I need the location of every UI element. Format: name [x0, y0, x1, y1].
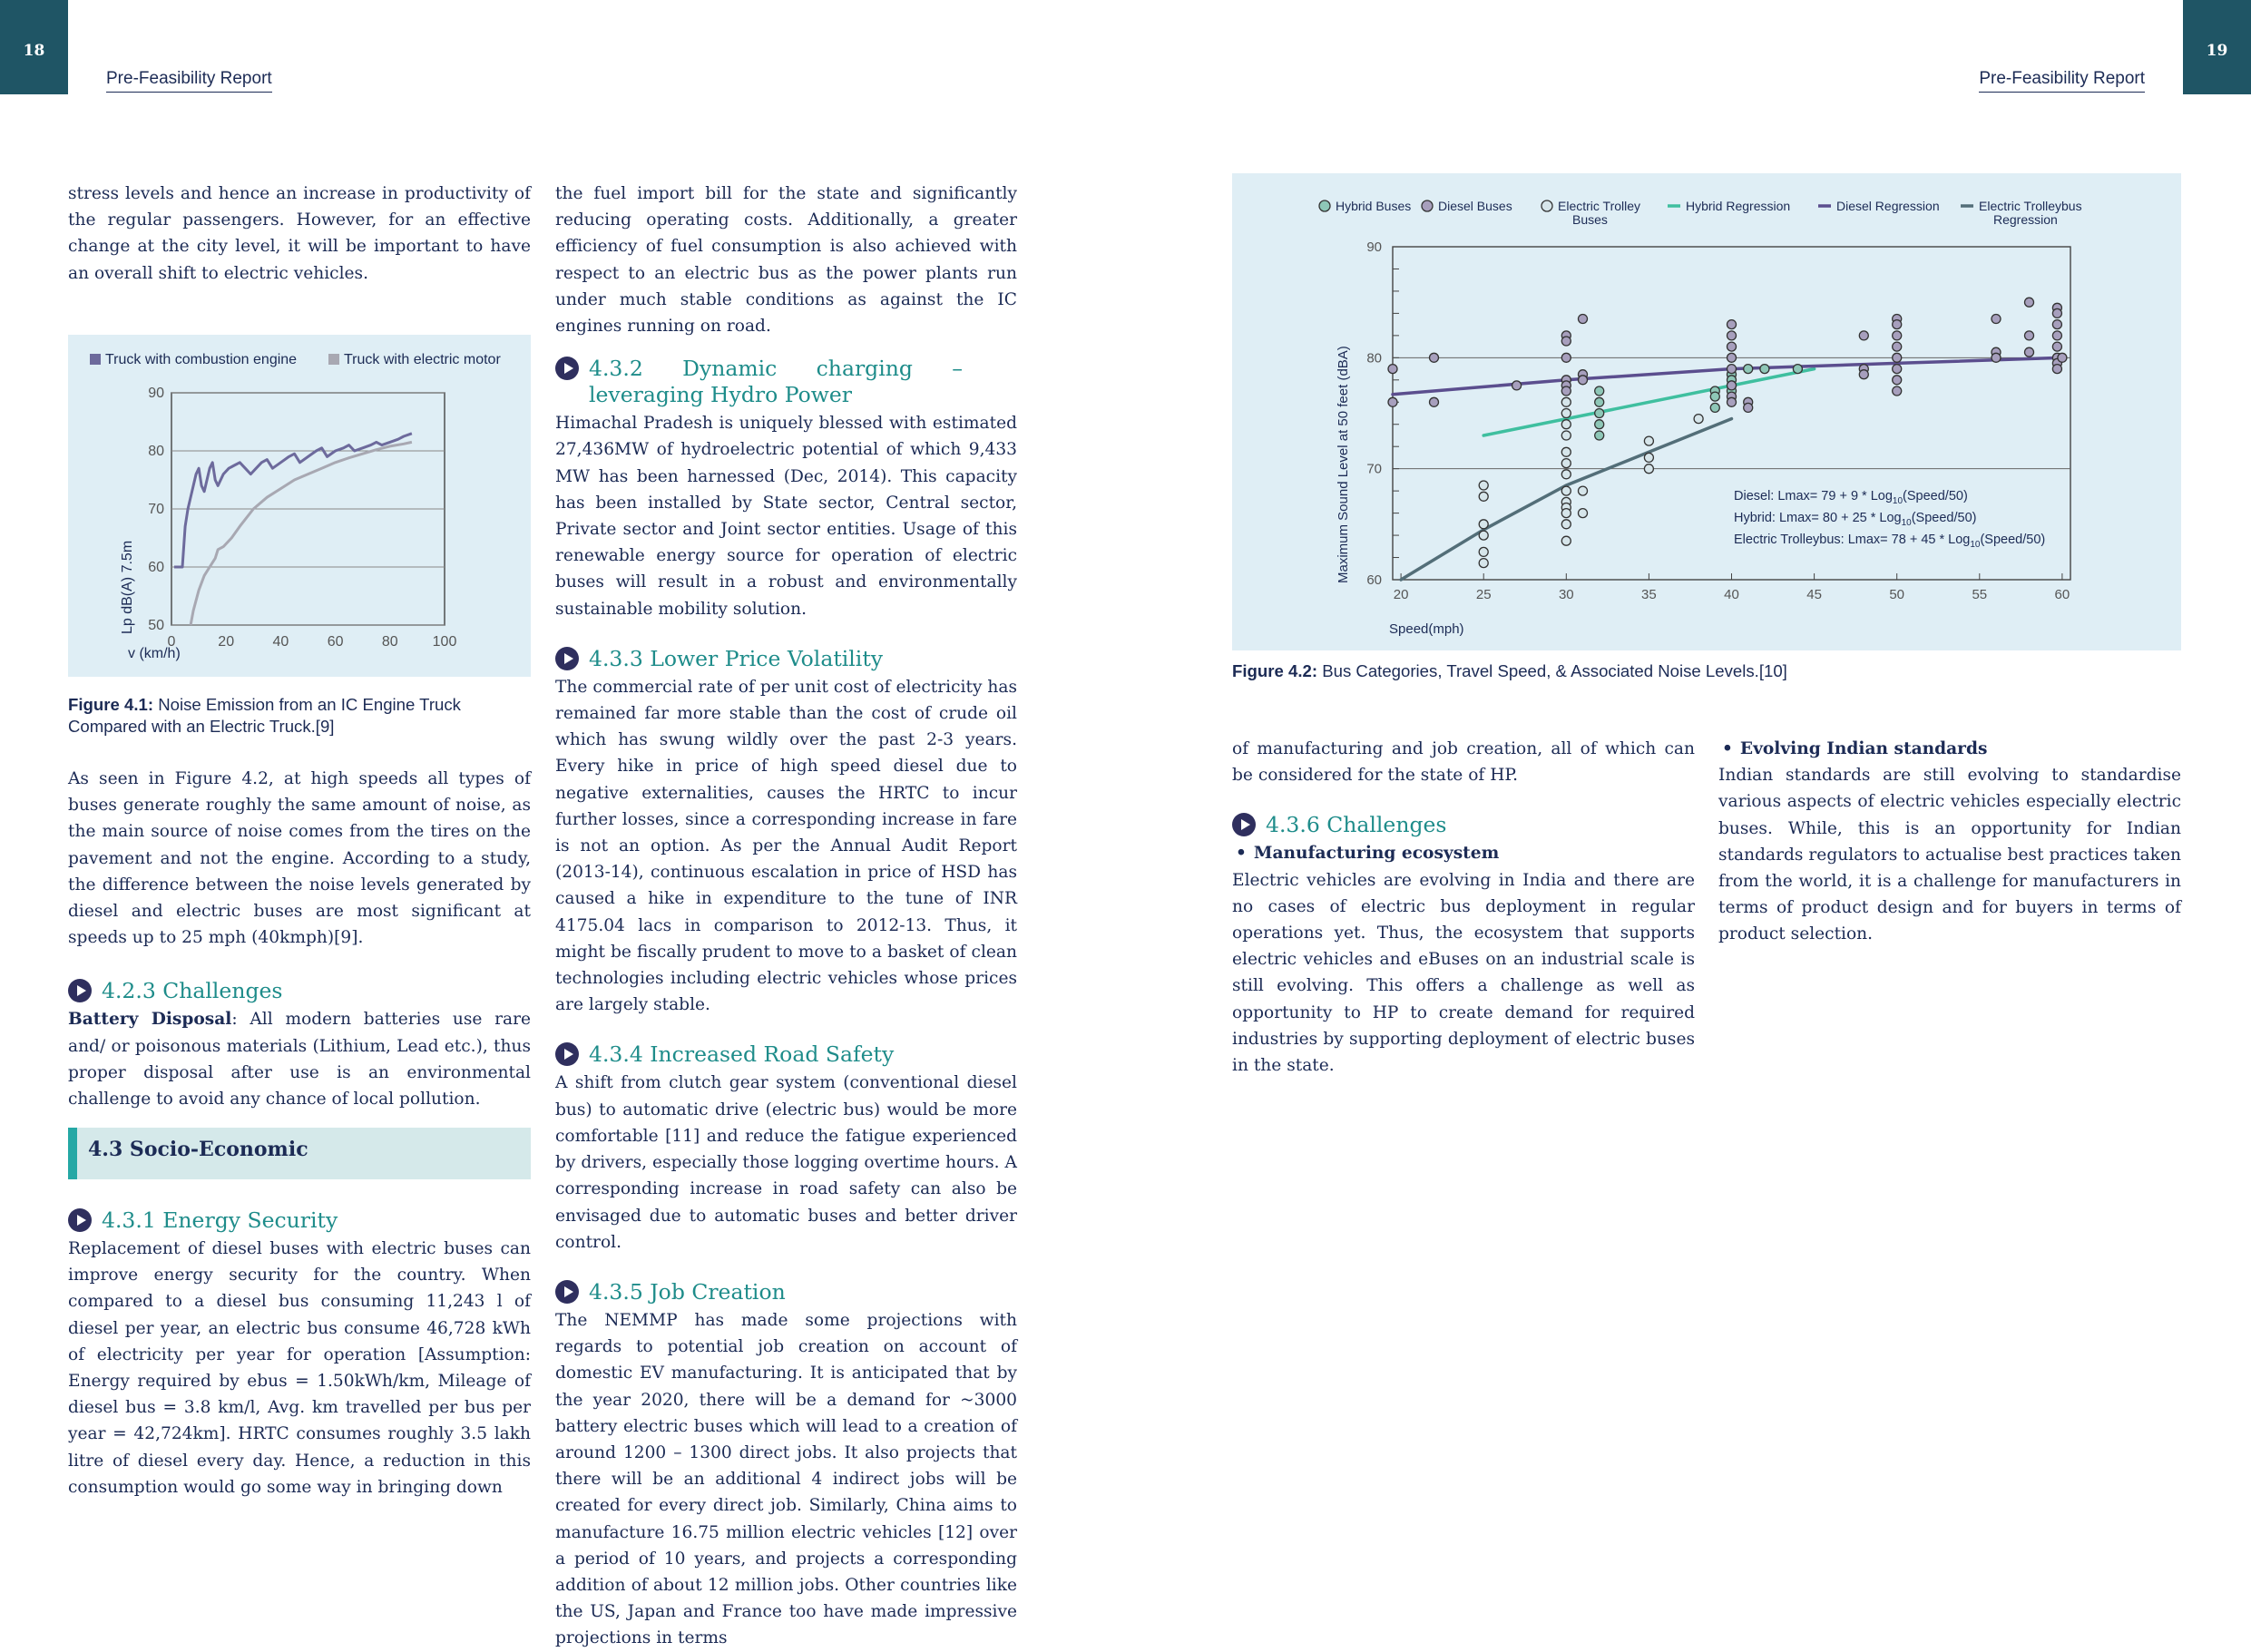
- data-point: [2052, 331, 2061, 340]
- play-icon: [555, 1280, 579, 1304]
- play-icon: [68, 979, 92, 1002]
- series-line-combustion: [174, 434, 412, 567]
- data-point: [1893, 365, 1902, 374]
- x-tick-label: 50: [1889, 587, 1905, 602]
- y-tick-label: 70: [148, 502, 164, 517]
- data-point: [2025, 331, 2034, 340]
- data-point: [1561, 431, 1571, 440]
- data-point: [1561, 447, 1571, 456]
- data-point: [1744, 403, 1753, 412]
- data-point: [1561, 420, 1571, 429]
- x-tick-label: 35: [1641, 587, 1657, 602]
- figure-4-1-chart: [68, 335, 531, 677]
- data-point: [1727, 320, 1737, 329]
- figure-caption-text: Bus Categories, Travel Speed, & Associated Noise Levels.[10]: [1317, 661, 1787, 680]
- data-point: [1561, 459, 1571, 468]
- regression-equation: Electric Trolleybus: Lmax= 78 + 45 * Log$_{10}$(Speed/50): [1734, 533, 2046, 550]
- x-tick-label: 40: [272, 634, 289, 650]
- heading-4-2-3: 4.2.3 Challenges: [68, 978, 531, 1004]
- data-point: [1727, 397, 1737, 406]
- figure-label: Figure 4.2:: [1232, 661, 1318, 680]
- paragraph: the fuel import bill for the state and significantly reducing operating costs. Additionally, a greater efficiency of fuel consumption is also achieved with respect to an electric bus as the power plants run under much stable conditions as against the IC engines running on road.: [555, 184, 1017, 337]
- paragraph: Battery Disposal: All modern batteries use rare and/ or poisonous materials (Lithium, Lead etc.), thus proper disposal after use is an environmental challenge to avoid any chance of local pollution.: [68, 1010, 532, 1109]
- heading-4-3-2: 4.3.2 Dynamic charging – leveraging Hydro Power: [555, 356, 1017, 408]
- data-point: [1644, 464, 1653, 474]
- data-point: [1595, 431, 1604, 440]
- data-point: [1859, 370, 1868, 379]
- data-point: [1579, 486, 1588, 495]
- column-1-middle: [68, 766, 531, 1112]
- paragraph: stress levels and hence an increase in productivity of the regular passengers. However, for an effective change at the city level, it will be important to have an overall shift to electric vehicles.: [68, 184, 531, 283]
- running-title-left: Pre-Feasibility Report: [106, 69, 272, 93]
- x-tick-label: 80: [381, 634, 398, 650]
- figure-caption-text: Noise Emission from an IC Engine Truck Compared with an Electric Truck.[9]: [68, 695, 461, 736]
- data-point: [1388, 365, 1397, 374]
- paragraph: The commercial rate of per unit cost of electricity has remained far more stable than the cost of crude oil which has swung wildly over the past 2-3 years. Every hike in price of high speed diesel due to negative externalities, causes the HRTC to incur further losses, since a corresponding increase in fare is not an option. As per the Annual Audit Report (2013-14), continuous escalation in price of HSD has caused a hike in expenditure to the tune of INR 4175.04 lacs in comparison to 2012-13. Thus, it might be fiscally prudent to move to a basket of clean technologies including electric vehicles whose prices are largely stable.: [555, 677, 1017, 1015]
- paragraph: of manufacturing and job creation, all of which can be considered for the state of HP.: [1232, 739, 1695, 786]
- y-tick-label: 90: [148, 386, 164, 401]
- data-point: [1479, 547, 1488, 556]
- figure-4-2-chart: [1232, 173, 2181, 650]
- regression-equation: Diesel: Lmax= 79 + 9 * Log$_{10}$(Speed/50): [1734, 489, 1968, 506]
- y-tick-label: 80: [148, 444, 164, 459]
- x-tick-label: 20: [218, 634, 235, 650]
- data-point: [1561, 353, 1571, 362]
- data-point: [1893, 386, 1902, 396]
- data-point: [1579, 376, 1588, 385]
- heading-4-3-3: 4.3.3 Lower Price Volatility: [555, 646, 1017, 672]
- y-tick-label: 80: [1366, 350, 1382, 367]
- data-point: [1579, 315, 1588, 324]
- data-point: [2025, 347, 2034, 357]
- x-tick-label: 100: [432, 634, 457, 650]
- x-axis-label: v (km/h): [128, 646, 181, 661]
- column-4: [1718, 736, 2181, 948]
- legend-marker: [1422, 200, 1433, 211]
- data-point: [2058, 353, 2067, 362]
- x-tick-label: 45: [1806, 587, 1822, 602]
- data-point: [1561, 486, 1571, 495]
- data-point: [1479, 481, 1488, 490]
- x-tick-label: 40: [1724, 587, 1739, 602]
- legend-label: Diesel Buses: [1438, 199, 1512, 213]
- play-icon: [555, 647, 579, 670]
- paragraph: Himachal Pradesh is uniquely blessed with estimated 27,436MW of hydroelectric potential of which 9,433 MW has been harnessed (Dec, 2014). This capacity has been installed by State sector, Central sector, Private sector and Joint sector entities. Usage of this renewable energy source for operation of electric buses will result in a robust and environmentally sustainable mobility solution.: [555, 414, 1017, 619]
- heading-4-3-4: 4.3.4 Increased Road Safety: [555, 1041, 1017, 1068]
- play-icon: [1232, 813, 1256, 836]
- term-label: Battery Disposal: [68, 1010, 232, 1030]
- play-icon: [555, 357, 579, 380]
- data-point: [1727, 353, 1737, 362]
- y-tick-label: 60: [1366, 572, 1382, 588]
- y-tick-label: 50: [148, 618, 164, 633]
- heading-4-3-1: 4.3.1 Energy Security: [68, 1207, 531, 1234]
- data-point: [1561, 509, 1571, 518]
- column-1-top: [68, 181, 531, 287]
- heading-4-3-6: 4.3.6 Challenges: [1232, 812, 1695, 838]
- regression-equation: Hybrid: Lmax= 80 + 25 * Log$_{10}$(Speed/50): [1734, 511, 1977, 528]
- data-point: [1893, 320, 1902, 329]
- data-point: [1595, 420, 1604, 429]
- column-1-bottom: [68, 1196, 531, 1500]
- data-point: [1561, 520, 1571, 529]
- data-point: [1859, 331, 1868, 340]
- paragraph: Indian standards are still evolving to standardise various aspects of electric vehicles especially electric buses. While, this is an opportunity for Indian standards regulators to actualise best practices taken from the world, it is a challenge for manufacturers in terms of product design and for buyers in terms of product selection.: [1718, 766, 2181, 944]
- data-point: [1893, 342, 1902, 351]
- heading-4-3-5: 4.3.5 Job Creation: [555, 1279, 1017, 1305]
- legend: [90, 352, 501, 367]
- legend-swatch-combustion: [90, 354, 101, 365]
- data-point: [1561, 386, 1571, 396]
- paragraph: As seen in Figure 4.2, at high speeds all types of buses generate roughly the same amount of noise, as the main source of noise comes from the tires on the pavement and not the engine. According to a study, the difference between the noise levels generated by diesel and electric buses are most significant at speeds up to 25 mph (40kmph)[9].: [68, 769, 531, 948]
- legend-swatch-electric: [328, 354, 339, 365]
- data-point: [1992, 353, 2001, 362]
- page-number-right: 19: [2183, 0, 2251, 94]
- data-point: [1744, 365, 1753, 374]
- bus-noise-chart: [1232, 173, 2181, 650]
- data-point: [1727, 331, 1737, 340]
- data-point: [1992, 315, 2001, 324]
- page-number-left: 18: [0, 0, 68, 94]
- legend-label: Electric Trolley: [1558, 199, 1641, 213]
- data-point: [1479, 520, 1488, 529]
- data-point: [1727, 381, 1737, 390]
- bullet-heading: • Evolving Indian standards: [1718, 736, 2181, 762]
- data-point: [1561, 337, 1571, 346]
- data-point: [1595, 386, 1604, 396]
- data-point: [1430, 353, 1439, 362]
- data-point: [1479, 531, 1488, 540]
- legend-label: Hybrid Regression: [1686, 199, 1791, 213]
- y-axis-label: Maximum Sound Level at 50 feet (dBA): [1336, 346, 1351, 583]
- play-icon: [68, 1208, 92, 1232]
- data-point: [1595, 409, 1604, 418]
- x-tick-label: 25: [1475, 587, 1492, 602]
- x-tick-label: 55: [1972, 587, 1988, 602]
- truck-noise-chart: [68, 335, 531, 677]
- data-point: [1561, 470, 1571, 479]
- data-point: [1430, 397, 1439, 406]
- y-tick-label: 90: [1366, 239, 1382, 255]
- legend-marker: [1541, 200, 1552, 211]
- data-point: [1512, 381, 1522, 390]
- bullet-heading: • Manufacturing ecosystem: [1232, 840, 1695, 866]
- x-tick-label: 20: [1393, 587, 1409, 602]
- legend-label: Hybrid Buses: [1336, 199, 1412, 213]
- paragraph: A shift from clutch gear system (conventional diesel bus) to automatic drive (electric bus) would be more comfortable [11] and reduce the fatigue experienced by drivers, especially those logging overtime hours. A corresponding increase in road safety can also be envisaged due to automatic buses and better driver control.: [555, 1073, 1017, 1252]
- data-point: [1893, 331, 1902, 340]
- figure-4-2-caption: [1232, 660, 2181, 682]
- data-point: [1893, 353, 1902, 362]
- data-point: [1710, 392, 1719, 401]
- legend-label: Buses: [1572, 212, 1608, 227]
- series-line-electric: [191, 442, 412, 625]
- column-3: [1232, 736, 1695, 1079]
- column-2: [555, 181, 1017, 1652]
- legend-label-combustion: Truck with combustion engine: [105, 352, 298, 367]
- data-point: [2052, 320, 2061, 329]
- paragraph: Electric vehicles are evolving in India and there are no cases of electric bus deployment in regular operations yet. Thus, the ecosystem that supports electric vehicles and eBuses on an industrial scale is still evolving. This offers a challenge as well as opportunity to HP to create demand for required industries by supporting deployment of electric buses in the state.: [1232, 870, 1695, 1076]
- y-axis-label: Lp dB(A) 7.5m: [120, 540, 135, 634]
- data-point: [1561, 409, 1571, 418]
- x-tick-label: 30: [1558, 587, 1574, 602]
- play-icon: [555, 1042, 579, 1066]
- data-point: [2052, 342, 2061, 351]
- data-point: [1893, 376, 1902, 385]
- data-point: [1694, 415, 1703, 424]
- data-point: [2052, 308, 2061, 318]
- data-point: [1479, 492, 1488, 501]
- paragraph: Replacement of diesel buses with electric buses can improve energy security for the country. When compared to a diesel bus consuming 11,243 l of diesel per year, an electric bus consume 46,728 kWh of electricity per year for operation [Assumption: Energy required by ebus = 1.50kWh/km, Mileage of diesel bus = 3.8 km/l, Avg. km travelled per bus per year = 42,724km]. HRTC consumes roughly 3.5 lakh litre of diesel every day. Hence, a reduction in this consumption would go some way in bringing down: [68, 1239, 531, 1497]
- data-point: [1727, 342, 1737, 351]
- data-point: [1644, 436, 1653, 445]
- data-point: [2052, 365, 2061, 374]
- regression-line: [1483, 369, 1814, 435]
- legend-marker: [1319, 200, 1330, 211]
- data-point: [1479, 559, 1488, 568]
- x-tick-label: 60: [327, 634, 344, 650]
- x-axis-label: Speed(mph): [1389, 621, 1464, 637]
- figure-4-1-caption: [68, 694, 531, 738]
- data-point: [1793, 365, 1802, 374]
- data-point: [1579, 509, 1588, 518]
- data-point: [1727, 365, 1737, 374]
- section-heading-4-3: 4.3 Socio-Economic: [68, 1128, 531, 1179]
- x-tick-label: 60: [2054, 587, 2070, 602]
- legend-label-electric: Truck with electric motor: [344, 352, 501, 367]
- data-point: [2025, 298, 2034, 307]
- legend-label: Diesel Regression: [1836, 199, 1940, 213]
- data-point: [1710, 403, 1719, 412]
- data-point: [1561, 536, 1571, 545]
- figure-label: Figure 4.1:: [68, 695, 154, 714]
- x-tick-label: 0: [167, 634, 176, 650]
- paragraph: The NEMMP has made some projections with regards to potential job creation on account of domestic EV manufacturing. It is anticipated that by the year 2020, there will be a demand for ~3000 battery electric buses which will lead to a creation of around 1200 – 1300 direct jobs. It also projects that there will be an additional 4 indirect jobs will be created for every direct job. Similarly, China aims to manufacture 16.75 million electric vehicles [12] over a period of 10 years, and projects a corresponding addition of about 12 million jobs. Other countries like the US, Japan and France too have made impressive projections in terms: [555, 1310, 1017, 1648]
- legend-label: Electric Trolleybus: [1979, 199, 2082, 213]
- data-point: [1561, 397, 1571, 406]
- y-tick-label: 60: [148, 560, 164, 575]
- data-point: [1760, 365, 1769, 374]
- running-title-right: Pre-Feasibility Report: [1979, 69, 2145, 93]
- data-point: [1388, 397, 1397, 406]
- legend-label: Regression: [1993, 212, 2058, 227]
- data-point: [1595, 397, 1604, 406]
- y-tick-label: 70: [1366, 461, 1382, 477]
- plot-frame: [1393, 247, 2070, 580]
- data-point: [1644, 453, 1653, 462]
